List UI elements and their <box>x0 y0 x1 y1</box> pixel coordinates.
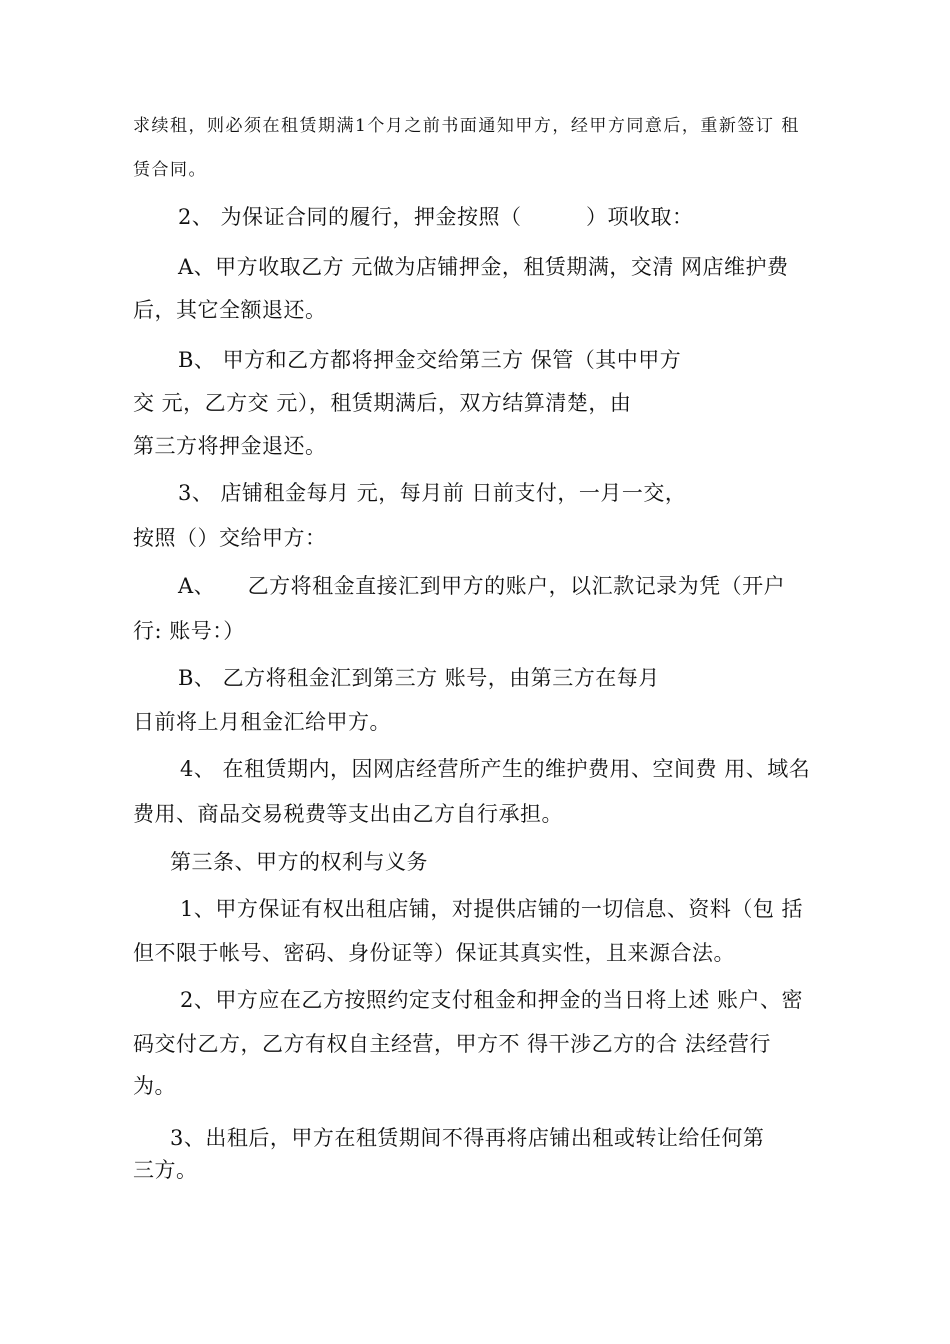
text-line: 三方。 <box>133 1158 198 1182</box>
text-line: 日前将上月租金汇给甲方。 <box>133 710 391 734</box>
text-line: B、 乙方将租金汇到第三方 账号，由第三方在每月 <box>178 666 660 690</box>
text-line: 后，其它全额退还。 <box>133 298 327 322</box>
clause-heading: 2、甲方应在乙方按照约定支付租金和押金的当日将上述 账户、密 <box>180 988 804 1012</box>
text-line: 码交付乙方，乙方有权自主经营，甲方不 得干涉乙方的合 法经营行 <box>133 1032 771 1056</box>
text-line: 行: 账号：） <box>133 619 245 643</box>
clause-heading: 1、甲方保证有权出租店铺，对提供店铺的一切信息、资料（包 括 <box>180 897 804 921</box>
text-line: B、 甲方和乙方都将押金交给第三方 保管（其中甲方 <box>178 348 682 372</box>
text-line: A、甲方收取乙方 元做为店铺押金，租赁期满，交清 网店维护费 <box>178 255 789 279</box>
text-line: A、 乙方将租金直接汇到甲方的账户，以汇款记录为凭（开户 <box>178 574 786 598</box>
section-heading: 第三条、甲方的权利与义务 <box>170 850 428 874</box>
text-line: 按照（）交给甲方： <box>133 526 327 550</box>
text-line: 赁合同。 <box>133 160 207 180</box>
text-line: 但不限于帐号、密码、身份证等）保证其真实性，且来源合法。 <box>133 941 735 965</box>
text-line: 为。 <box>133 1074 176 1098</box>
clause-heading: 3、出租后，甲方在租赁期间不得再将店铺出租或转让给任何第 <box>170 1126 765 1150</box>
text-line: 交 元，乙方交 元），租赁期满后，双方结算清楚，由 <box>133 391 632 415</box>
clause-heading: 4、 在租赁期内，因网店经营所产生的维护费用、空间费 用、域名 <box>180 757 811 781</box>
text-line: 第三方将押金退还。 <box>133 434 327 458</box>
clause-heading: 3、 店铺租金每月 元，每月前 日前支付，一月一交， <box>178 481 687 505</box>
text-line: 费用、商品交易税费等支出由乙方自行承担。 <box>133 802 563 826</box>
text-line: 求续租，则必须在租赁期满1个月之前书面通知甲方，经甲方同意后，重新签订 租 <box>133 116 800 136</box>
clause-heading: 2、 为保证合同的履行，押金按照（ ）项收取： <box>178 205 694 229</box>
